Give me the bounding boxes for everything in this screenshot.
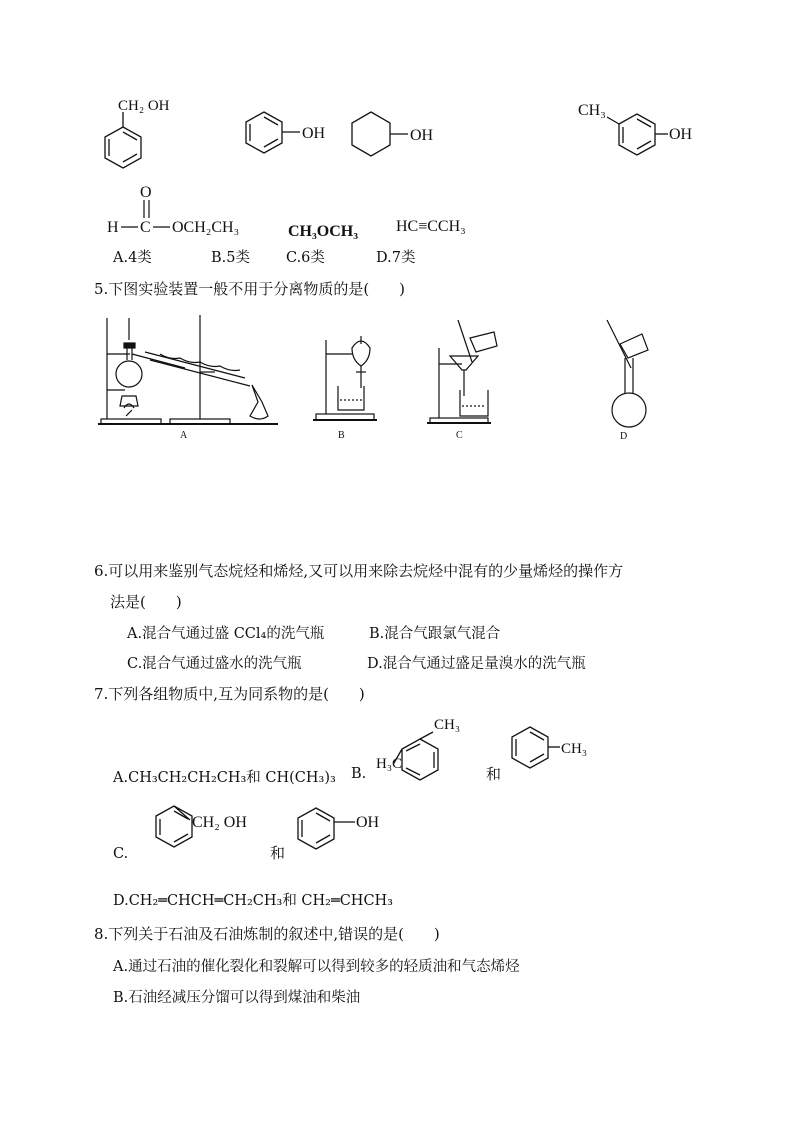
q6-stem-line2: 法是( ) xyxy=(110,593,182,611)
q8-stem: 8.下列关于石油及石油炼制的叙述中,错误的是( ) xyxy=(94,925,440,943)
cyclohexanol-structure xyxy=(352,112,408,156)
q6-stem-line1: 6.可以用来鉴别气态烷烃和烯烃,又可以用来除去烷烃中混有的少量烯烃的操作方 xyxy=(94,562,624,580)
q5-stem: 5.下图实验装置一般不用于分离物质的是( ) xyxy=(94,280,406,298)
apparatus-label-c: C xyxy=(456,430,463,441)
apparatus-label-b: B xyxy=(338,430,345,441)
q7-option-a-prefix: A. xyxy=(113,770,129,786)
alkyne-label: HC≡CCH₃ xyxy=(396,218,466,235)
apparatus-label-a: A xyxy=(180,430,188,441)
q8-option-b: B.石油经减压分馏可以得到煤油和柴油 xyxy=(113,990,361,1006)
q4-option-b: B.5类 xyxy=(211,250,250,266)
apparatus-label-d: D xyxy=(620,431,628,442)
volumetric-flask-apparatus xyxy=(607,320,648,427)
q6-option-b: B.混合气跟氯气混合 xyxy=(369,626,501,642)
q6-option-c: C.混合气通过盛水的洗气瓶 xyxy=(127,656,302,672)
o-xylene-h3c-label: H₃C xyxy=(376,756,403,772)
q7-option-c-structures xyxy=(120,800,420,870)
c-oh-label: OH xyxy=(356,814,380,831)
m-cresol-ch3-label: CH₃ xyxy=(578,102,606,119)
toluene-structure xyxy=(512,727,560,768)
o-xylene-ch3-label: CH₃ xyxy=(434,717,461,733)
cyclohexanol-oh-label: OH xyxy=(410,127,434,144)
q4-option-d: D.7类 xyxy=(376,250,416,266)
q4-option-c: C.6类 xyxy=(286,250,325,266)
ether-label: CH₃OCH₃ xyxy=(288,223,359,240)
toluene-ch3-label: CH₃ xyxy=(561,741,588,757)
benzyl-alcohol-structure xyxy=(105,112,141,168)
q7-stem: 7.下列各组物质中,互为同系物的是( ) xyxy=(94,685,365,703)
m-cresol-structure xyxy=(607,114,668,155)
ester-o-label: O xyxy=(140,184,152,201)
ester-c-label: C xyxy=(140,219,151,236)
m-cresol-oh-label: OH xyxy=(669,126,693,143)
q7-option-d: D.CH₂═CHCH═CH₂CH₃和 CH₂═CHCH₃ xyxy=(113,893,393,909)
q5-apparatus-figure xyxy=(0,310,794,450)
phenol-structure xyxy=(246,112,300,153)
q7-option-a xyxy=(113,766,336,787)
phenol-structure-2 xyxy=(298,808,355,849)
q6-option-d: D.混合气通过盛足量溴水的洗气瓶 xyxy=(367,656,586,672)
q4-option-a: A.4类 xyxy=(113,250,152,266)
separatory-funnel-apparatus xyxy=(313,336,377,420)
distillation-apparatus xyxy=(98,315,278,424)
q7-option-a-formula: CH₃CH₂CH₂CH₃和 CH(CH₃)₃ xyxy=(128,770,336,786)
phenol-oh-label: OH xyxy=(302,125,326,142)
q6-option-a: A.混合气通过盛 CCl₄的洗气瓶 xyxy=(127,626,325,642)
q4-structures xyxy=(0,0,794,270)
q7-option-b-structures xyxy=(370,705,610,795)
q7-option-c-and: 和 xyxy=(270,844,286,862)
benzyl-alcohol-label: CH₂ OH xyxy=(118,98,170,114)
q7-option-c-label: C. xyxy=(113,846,129,862)
ester-rest-label: OCH₂CH₃ xyxy=(172,219,240,236)
q8-option-a: A.通过石油的催化裂化和裂解可以得到较多的轻质油和气态烯烃 xyxy=(113,959,520,975)
q7-option-b-and: 和 xyxy=(486,765,502,783)
q7-option-b-label: B. xyxy=(351,766,367,782)
ester-h-label: H xyxy=(107,219,119,236)
benzyl-alcohol-structure-2 xyxy=(156,806,192,847)
filtration-apparatus xyxy=(427,320,497,423)
c-ch2oh-label: CH₂ OH xyxy=(192,814,247,831)
